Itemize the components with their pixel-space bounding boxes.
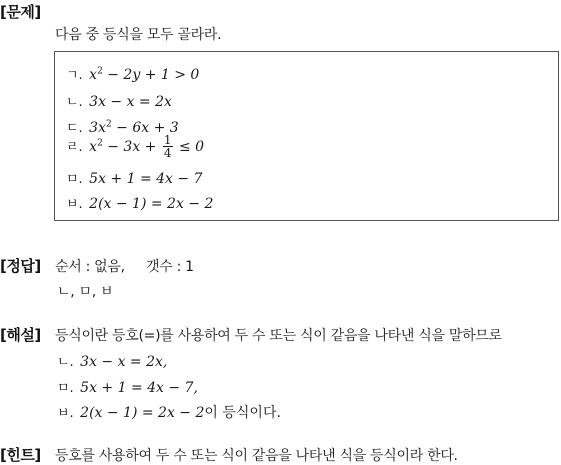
answer-order: 순서 : 없음,	[55, 259, 125, 275]
hint-text: 등호를 사용하여 두 수 또는 식이 같음을 나타낸 식을 등식이라 한다.	[55, 448, 458, 464]
option-label: ㄴ.	[66, 95, 83, 110]
explanation-label: ㅂ.	[57, 406, 74, 421]
problem-instruction: 다음 중 등식을 모두 골라라.	[55, 27, 222, 43]
option-expr: 3x − x = 2x	[89, 94, 172, 110]
explanation-expr: 3x − x = 2x,	[80, 354, 168, 370]
hint-tag: [힌트]	[0, 446, 41, 464]
explanation-text: 등식이란 등호(=)를 사용하여 두 수 또는 식이 같음을 나타낸 식을 말하므로	[55, 328, 502, 344]
answer-count: 갯수 : 1	[146, 259, 194, 275]
option-expr: $3x^2 - 6x + 3$	[89, 119, 179, 136]
answer-tag: [정답]	[0, 257, 41, 275]
explanation-expr: 2(x − 1) = 2x − 2	[80, 405, 205, 421]
explanation-line-3	[57, 402, 281, 422]
answer-choices: ㄴ, ㅁ, ㅂ	[57, 284, 114, 300]
option-6	[66, 193, 213, 212]
explanation-expr: 5x + 1 = 4x − 7,	[80, 380, 198, 396]
option-label: ㄹ.	[66, 139, 83, 155]
option-label: ㅂ.	[66, 197, 83, 212]
option-label: ㄷ.	[66, 121, 83, 136]
option-4	[66, 134, 204, 159]
option-expr: $x^2 - 3x$ + $\frac{1}{4}$ ≤ 0	[89, 133, 205, 160]
option-2	[66, 91, 172, 110]
option-1	[66, 64, 199, 83]
explanation-label: ㅁ.	[57, 381, 74, 396]
explanation-line-2	[57, 377, 198, 396]
problem-tag: [문제]	[0, 3, 41, 21]
option-label: ㅁ.	[66, 172, 83, 187]
option-expr: $x^2 - 2y + 1 > 0$	[89, 66, 200, 83]
option-expr: 5x + 1 = 4x − 7	[89, 171, 203, 187]
fraction: $\frac{1}{4}$	[163, 133, 172, 160]
explanation-line-1	[57, 351, 167, 370]
explanation-tag: [해설]	[0, 326, 41, 344]
explanation-label: ㄴ.	[57, 355, 74, 370]
option-5	[66, 168, 202, 187]
option-expr: 2(x − 1) = 2x − 2	[89, 196, 214, 212]
option-label: ㄱ.	[66, 68, 83, 83]
explanation-suffix: 이 등식이다.	[204, 405, 281, 421]
